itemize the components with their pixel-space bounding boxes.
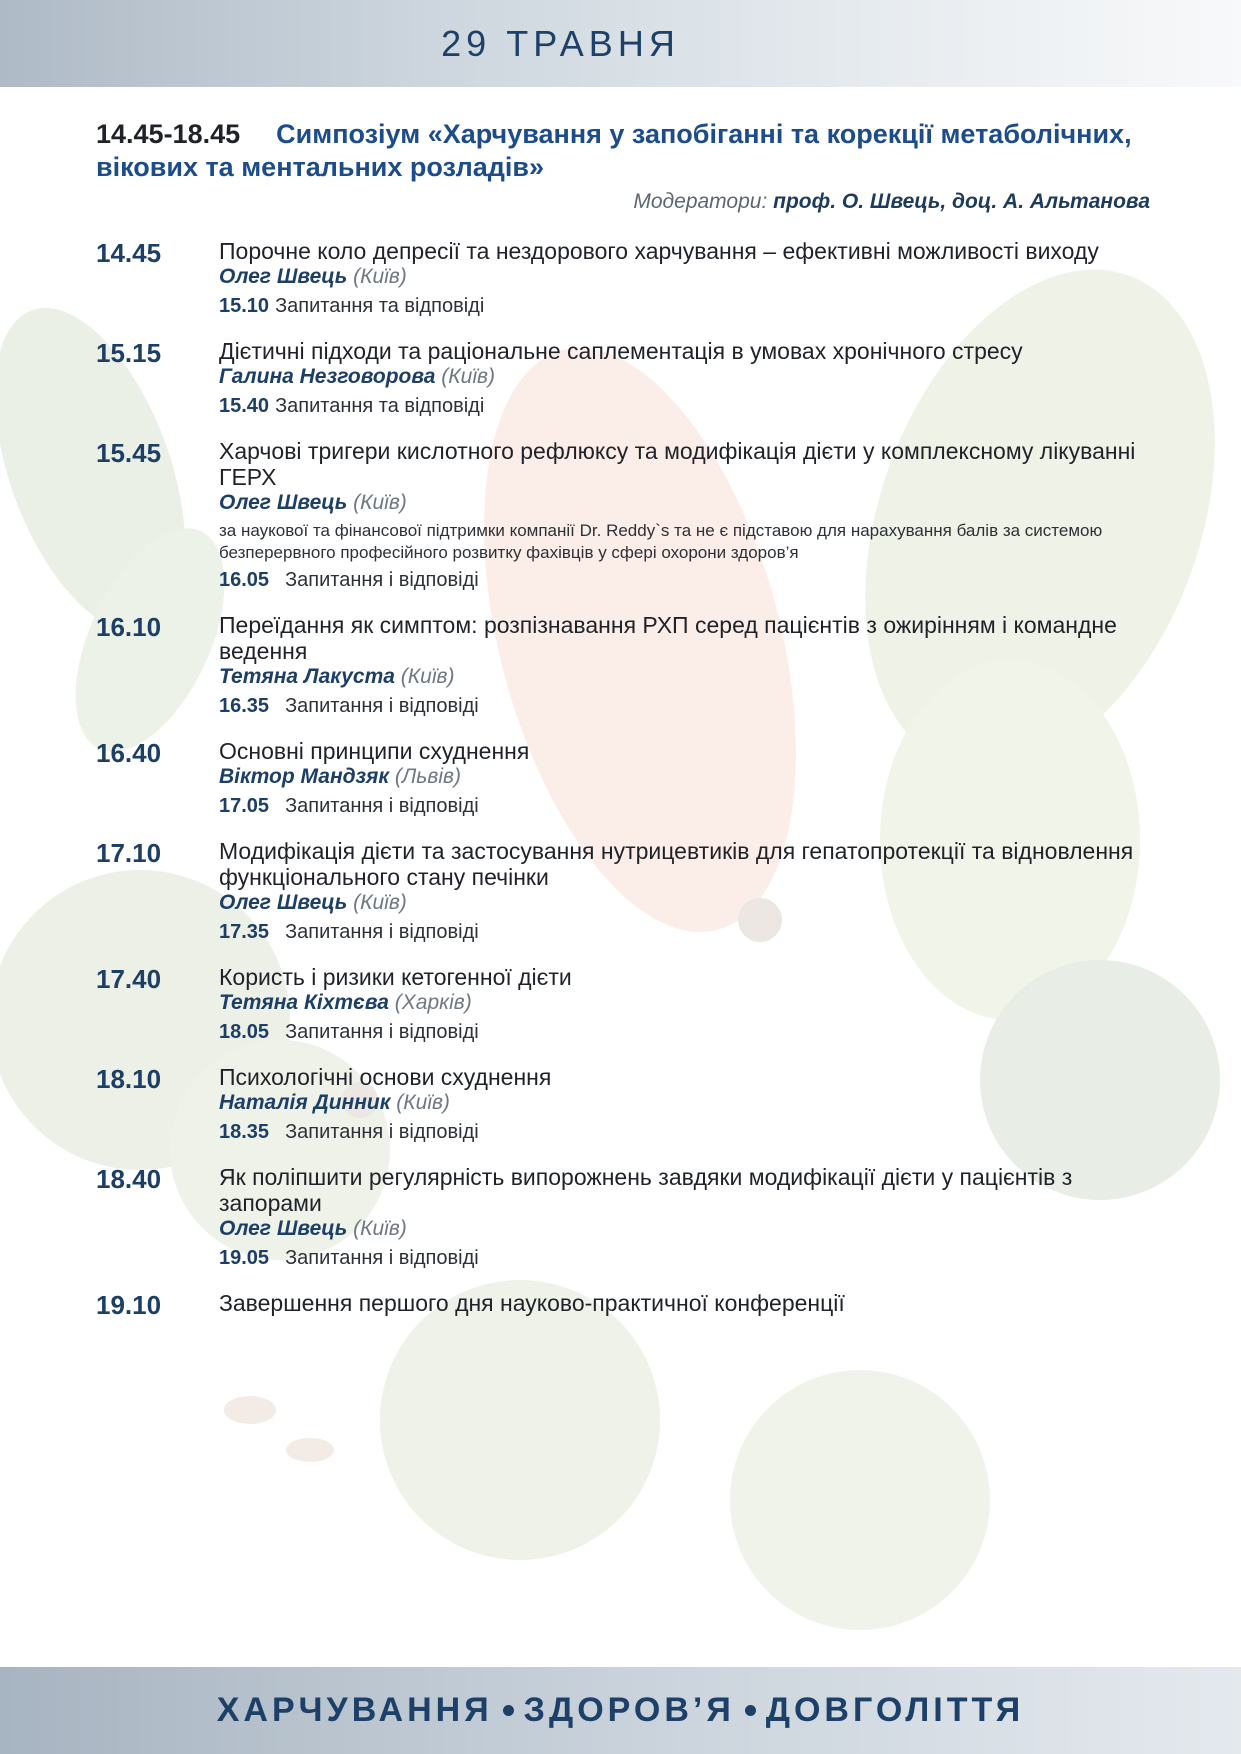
broccoli-shape	[380, 1280, 660, 1560]
slogan-word: ЗДОРОВ’Я	[523, 1691, 735, 1729]
session-body	[219, 1290, 1156, 1320]
qa-line	[219, 794, 1156, 818]
moderators-line	[96, 190, 1156, 214]
session-speaker	[219, 990, 1156, 1016]
speaker-city: (Львів)	[394, 765, 461, 788]
qa-time: 15.40	[219, 395, 270, 417]
footer-slogan	[217, 1691, 1025, 1730]
session-item	[96, 438, 1156, 592]
session-title: Як поліпшити регулярність випорожнень завдяки модифікації дієти у пацієнтів з запорами	[219, 1164, 1073, 1216]
qa-label: Запитання і відповіді	[285, 569, 479, 591]
symposium-time: 14.45-18.45	[96, 119, 241, 149]
speaker-city: (Київ)	[396, 1091, 450, 1114]
session-item	[96, 612, 1156, 718]
qa-line	[219, 1120, 1156, 1144]
session-item	[96, 838, 1156, 944]
speaker-city: (Київ)	[353, 265, 407, 288]
session-speaker	[219, 490, 1156, 516]
speaker-name: Олег Швець	[219, 491, 348, 514]
session-time: 18.40	[96, 1164, 162, 1194]
programme-content	[96, 118, 1156, 1320]
session-speaker	[219, 264, 1156, 290]
speaker-city: (Харків)	[394, 991, 472, 1014]
session-title: Модифікація дієти та застосування нутрицевтиків для гепатопротекції та відновлення функціонального стану печінки	[219, 838, 1134, 890]
session-time: 19.10	[96, 1290, 162, 1320]
session-item	[96, 1064, 1156, 1144]
qa-label: Запитання і відповіді	[285, 695, 479, 717]
session-speaker	[219, 1216, 1156, 1242]
speaker-name: Олег Швець	[219, 891, 348, 914]
session-title: Основні принципи схуднення	[219, 738, 530, 764]
almond-shape	[224, 1396, 276, 1424]
header-band	[0, 0, 1241, 87]
qa-label: Запитання і відповіді	[285, 1021, 479, 1043]
session-body	[219, 738, 1156, 818]
speaker-name: Віктор Мандзяк	[219, 765, 390, 788]
bullet-dot-icon	[745, 1705, 756, 1716]
session-title: Порочне коло депресії та нездорового харчування – ефективні можливості виходу	[219, 238, 1099, 264]
session-speaker	[219, 890, 1156, 916]
speaker-name: Галина Незговорова	[219, 365, 436, 388]
qa-label: Запитання та відповіді	[275, 295, 485, 317]
session-body	[219, 838, 1156, 944]
qa-time: 17.05	[219, 795, 270, 817]
speaker-name: Тетяна Лакуста	[219, 665, 395, 688]
session-time: 18.10	[96, 1064, 162, 1094]
qa-label: Запитання і відповіді	[285, 795, 479, 817]
session-item	[96, 338, 1156, 418]
qa-time: 18.05	[219, 1021, 270, 1043]
qa-line	[219, 568, 1156, 592]
qa-time: 19.05	[219, 1247, 270, 1269]
slogan-word: ХАРЧУВАННЯ	[216, 1691, 493, 1729]
session-body	[219, 1064, 1156, 1144]
qa-line	[219, 294, 1156, 318]
session-body	[219, 238, 1156, 318]
speaker-name: Тетяна Кіхтєва	[219, 991, 389, 1014]
qa-time: 15.10	[219, 295, 270, 317]
session-time: 15.45	[96, 438, 162, 468]
slogan-word: ДОВГОЛІТТЯ	[765, 1691, 1025, 1729]
speaker-city: (Київ)	[353, 491, 407, 514]
speaker-city: (Київ)	[353, 1217, 407, 1240]
qa-label: Запитання і відповіді	[285, 921, 479, 943]
session-speaker	[219, 764, 1156, 790]
bullet-dot-icon	[503, 1705, 514, 1716]
session-title: Завершення першого дня науково-практичної конференції	[219, 1290, 845, 1316]
qa-time: 16.05	[219, 569, 270, 591]
almond-shape	[286, 1438, 334, 1462]
session-time: 14.45	[96, 238, 162, 268]
footer-band	[0, 1667, 1241, 1754]
speaker-name: Олег Швець	[219, 265, 348, 288]
session-speaker	[219, 664, 1156, 690]
qa-label: Запитання і відповіді	[285, 1247, 479, 1269]
symposium-title: Симпозіум «Харчування у запобіганні та корекції метаболічних, вікових та ментальних розладів»	[96, 119, 1132, 182]
session-time: 17.10	[96, 838, 162, 868]
session-item	[96, 964, 1156, 1044]
session-item	[96, 738, 1156, 818]
session-body	[219, 338, 1156, 418]
symposium-heading	[96, 118, 1156, 184]
session-time: 15.15	[96, 338, 162, 368]
speaker-city: (Київ)	[400, 665, 455, 688]
qa-label: Запитання та відповіді	[275, 395, 485, 417]
session-title: Переїдання як симптом: розпізнавання РХП серед пацієнтів з ожирінням і командне ведення	[219, 612, 1117, 664]
qa-time: 17.35	[219, 921, 270, 943]
qa-line	[219, 694, 1156, 718]
session-title: Психологічні основи схуднення	[219, 1064, 552, 1090]
qa-line	[219, 920, 1156, 944]
moderators-names: проф. О. Швець, доц. А. Альтанова	[773, 190, 1150, 213]
session-time: 16.10	[96, 612, 162, 642]
session-body	[219, 964, 1156, 1044]
session-body	[219, 1164, 1156, 1270]
session-item	[96, 1290, 1156, 1320]
qa-label: Запитання і відповіді	[285, 1121, 479, 1143]
broccoli-shape	[730, 1370, 990, 1630]
qa-time: 16.35	[219, 695, 270, 717]
session-item	[96, 1164, 1156, 1270]
speaker-city: (Київ)	[353, 891, 407, 914]
moderators-label: Модератори:	[633, 190, 768, 213]
session-title: Дієтичні підходи та раціональне саплементація в умовах хронічного стресу	[219, 338, 1023, 364]
session-time: 16.40	[96, 738, 162, 768]
session-speaker	[219, 364, 1156, 390]
session-time: 17.40	[96, 964, 162, 994]
session-body	[219, 612, 1156, 718]
session-title: Користь і ризики кетогенної дієти	[219, 964, 572, 990]
session-speaker	[219, 1090, 1156, 1116]
speaker-name: Олег Швець	[219, 1217, 348, 1240]
qa-line	[219, 1246, 1156, 1270]
speaker-city: (Київ)	[441, 365, 495, 388]
page-date: 29 ТРАВНЯ	[441, 22, 680, 64]
sponsor-note: за наукової та фінансової підтримки компанії Dr. Reddy`s та не є підставою для нарахування балів за системою безперервного професійного розвитку фахівців у сфері охорони здоров’я	[219, 521, 1103, 562]
speaker-name: Наталія Динник	[219, 1091, 391, 1114]
session-item	[96, 238, 1156, 318]
session-title: Харчові тригери кислотного рефлюксу та модифікація дієти у комплексному лікуванні ГЕРХ	[219, 438, 1136, 490]
qa-time: 18.35	[219, 1121, 270, 1143]
qa-line	[219, 394, 1156, 418]
session-body	[219, 438, 1156, 592]
qa-line	[219, 1020, 1156, 1044]
